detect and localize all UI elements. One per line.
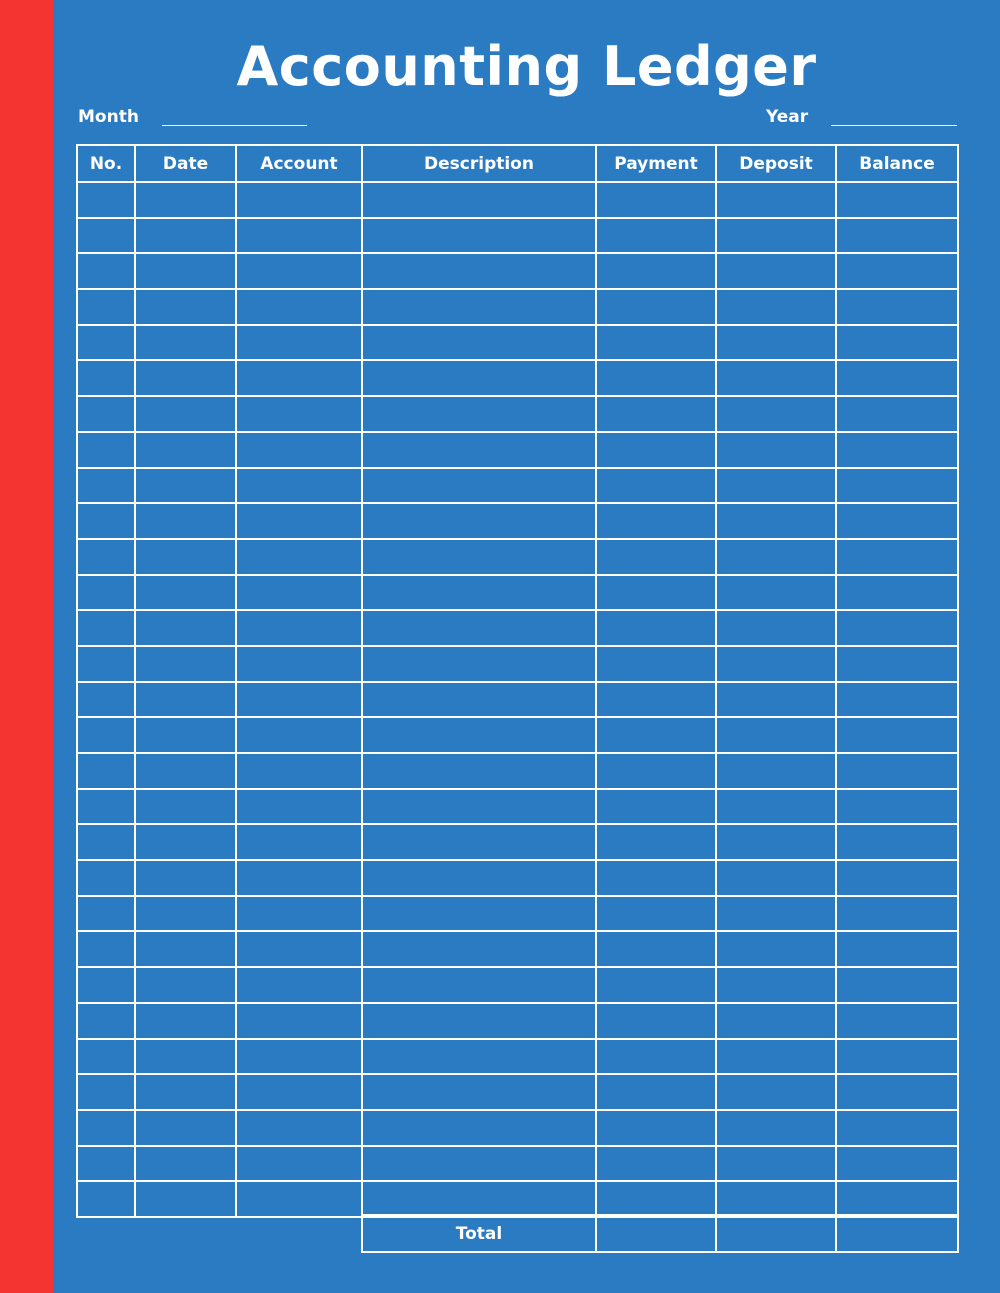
deposit-cell[interactable] [716, 931, 836, 967]
no-cell[interactable] [77, 1110, 135, 1146]
account-cell[interactable] [236, 682, 362, 718]
payment-cell[interactable] [596, 218, 716, 254]
deposit-cell[interactable] [716, 789, 836, 825]
table-row [77, 325, 958, 361]
date-cell[interactable] [135, 289, 236, 325]
payment-cell[interactable] [596, 396, 716, 432]
no-cell[interactable] [77, 860, 135, 896]
account-cell[interactable] [236, 1039, 362, 1075]
payment-cell[interactable] [596, 610, 716, 646]
balance-cell[interactable] [836, 468, 958, 504]
column-header-balance: Balance [836, 145, 958, 182]
payment-cell[interactable] [596, 468, 716, 504]
balance-cell[interactable] [836, 575, 958, 611]
table-row [77, 468, 958, 504]
payment-cell[interactable] [596, 717, 716, 753]
deposit-cell[interactable] [716, 1110, 836, 1146]
no-cell[interactable] [77, 182, 135, 218]
balance-cell[interactable] [836, 253, 958, 289]
balance-cell[interactable] [836, 1074, 958, 1110]
account-cell[interactable] [236, 432, 362, 468]
date-cell[interactable] [135, 1074, 236, 1110]
no-cell[interactable] [77, 610, 135, 646]
table-row [77, 789, 958, 825]
account-cell[interactable] [236, 931, 362, 967]
no-cell[interactable] [77, 1146, 135, 1182]
deposit-cell[interactable] [716, 218, 836, 254]
description-cell[interactable] [362, 1039, 596, 1075]
account-cell[interactable] [236, 539, 362, 575]
balance-cell[interactable] [836, 1003, 958, 1039]
account-cell[interactable] [236, 360, 362, 396]
date-cell[interactable] [135, 1039, 236, 1075]
no-cell[interactable] [77, 432, 135, 468]
balance-cell[interactable] [836, 1181, 958, 1217]
date-cell[interactable] [135, 682, 236, 718]
table-row [77, 967, 958, 1003]
deposit-cell[interactable] [716, 1181, 836, 1217]
description-cell[interactable] [362, 1074, 596, 1110]
no-cell[interactable] [77, 1003, 135, 1039]
table-row [77, 218, 958, 254]
account-cell[interactable] [236, 896, 362, 932]
balance-cell[interactable] [836, 289, 958, 325]
date-cell[interactable] [135, 967, 236, 1003]
description-cell[interactable] [362, 182, 596, 218]
deposit-cell[interactable] [716, 325, 836, 361]
payment-cell[interactable] [596, 360, 716, 396]
deposit-cell[interactable] [716, 610, 836, 646]
description-cell[interactable] [362, 1110, 596, 1146]
balance-cell[interactable] [836, 860, 958, 896]
balance-cell[interactable] [836, 753, 958, 789]
payment-cell[interactable] [596, 1003, 716, 1039]
table-row [77, 753, 958, 789]
total-row [362, 1215, 958, 1252]
account-cell[interactable] [236, 1110, 362, 1146]
page-title: Accounting Ledger [236, 35, 817, 98]
balance-cell[interactable] [836, 1146, 958, 1182]
description-cell[interactable] [362, 753, 596, 789]
payment-cell[interactable] [596, 253, 716, 289]
no-cell[interactable] [77, 468, 135, 504]
account-cell[interactable] [236, 1003, 362, 1039]
payment-cell[interactable] [596, 503, 716, 539]
date-cell[interactable] [135, 1181, 236, 1217]
table-row [77, 289, 958, 325]
balance-cell[interactable] [836, 539, 958, 575]
balance-cell[interactable] [836, 931, 958, 967]
payment-cell[interactable] [596, 575, 716, 611]
table-row [77, 360, 958, 396]
description-cell[interactable] [362, 682, 596, 718]
description-cell[interactable] [362, 896, 596, 932]
deposit-cell[interactable] [716, 646, 836, 682]
deposit-cell[interactable] [716, 753, 836, 789]
deposit-cell[interactable] [716, 896, 836, 932]
table-row [77, 646, 958, 682]
column-header-date: Date [135, 145, 236, 182]
date-cell[interactable] [135, 182, 236, 218]
table-row [77, 682, 958, 718]
deposit-cell[interactable] [716, 253, 836, 289]
account-cell[interactable] [236, 646, 362, 682]
no-cell[interactable] [77, 1074, 135, 1110]
account-cell[interactable] [236, 824, 362, 860]
balance-cell[interactable] [836, 218, 958, 254]
table-row [77, 575, 958, 611]
payment-cell[interactable] [596, 682, 716, 718]
description-cell[interactable] [362, 253, 596, 289]
date-cell[interactable] [135, 896, 236, 932]
description-cell[interactable] [362, 468, 596, 504]
account-cell[interactable] [236, 717, 362, 753]
column-header-no: No. [77, 145, 135, 182]
balance-cell[interactable] [836, 432, 958, 468]
payment-cell[interactable] [596, 1110, 716, 1146]
table-row [77, 1181, 958, 1217]
description-cell[interactable] [362, 610, 596, 646]
no-cell[interactable] [77, 682, 135, 718]
date-cell[interactable] [135, 539, 236, 575]
balance-cell[interactable] [836, 967, 958, 1003]
date-cell[interactable] [135, 218, 236, 254]
account-cell[interactable] [236, 1146, 362, 1182]
total-deposit-cell[interactable] [716, 1215, 836, 1252]
balance-cell[interactable] [836, 396, 958, 432]
deposit-cell[interactable] [716, 860, 836, 896]
account-cell[interactable] [236, 468, 362, 504]
date-cell[interactable] [135, 789, 236, 825]
no-cell[interactable] [77, 824, 135, 860]
deposit-cell[interactable] [716, 539, 836, 575]
balance-cell[interactable] [836, 360, 958, 396]
total-table [361, 1214, 959, 1253]
date-cell[interactable] [135, 325, 236, 361]
description-cell[interactable] [362, 967, 596, 1003]
date-cell[interactable] [135, 610, 236, 646]
no-cell[interactable] [77, 253, 135, 289]
date-cell[interactable] [135, 860, 236, 896]
payment-cell[interactable] [596, 860, 716, 896]
deposit-cell[interactable] [716, 360, 836, 396]
no-cell[interactable] [77, 967, 135, 1003]
balance-cell[interactable] [836, 717, 958, 753]
ledger-body [77, 182, 958, 1217]
table-row [77, 253, 958, 289]
table-row [77, 824, 958, 860]
date-cell[interactable] [135, 1146, 236, 1182]
deposit-cell[interactable] [716, 717, 836, 753]
account-cell[interactable] [236, 1181, 362, 1217]
balance-cell[interactable] [836, 1110, 958, 1146]
description-cell[interactable] [362, 289, 596, 325]
balance-cell[interactable] [836, 325, 958, 361]
payment-cell[interactable] [596, 789, 716, 825]
description-cell[interactable] [362, 1146, 596, 1182]
deposit-cell[interactable] [716, 182, 836, 218]
description-cell[interactable] [362, 325, 596, 361]
account-cell[interactable] [236, 575, 362, 611]
deposit-cell[interactable] [716, 468, 836, 504]
table-row [77, 1110, 958, 1146]
no-cell[interactable] [77, 1181, 135, 1217]
description-cell[interactable] [362, 789, 596, 825]
description-cell[interactable] [362, 824, 596, 860]
red-spine-band [0, 0, 53, 1293]
table-row [77, 610, 958, 646]
payment-cell[interactable] [596, 824, 716, 860]
payment-cell[interactable] [596, 753, 716, 789]
no-cell[interactable] [77, 717, 135, 753]
no-cell[interactable] [77, 931, 135, 967]
deposit-cell[interactable] [716, 503, 836, 539]
payment-cell[interactable] [596, 1146, 716, 1182]
deposit-cell[interactable] [716, 396, 836, 432]
balance-cell[interactable] [836, 503, 958, 539]
no-cell[interactable] [77, 753, 135, 789]
description-cell[interactable] [362, 1003, 596, 1039]
date-cell[interactable] [135, 1110, 236, 1146]
payment-cell[interactable] [596, 931, 716, 967]
account-cell[interactable] [236, 253, 362, 289]
account-cell[interactable] [236, 289, 362, 325]
no-cell[interactable] [77, 289, 135, 325]
balance-cell[interactable] [836, 182, 958, 218]
table-row [77, 896, 958, 932]
table-row [77, 1039, 958, 1075]
payment-cell[interactable] [596, 1181, 716, 1217]
description-cell[interactable] [362, 931, 596, 967]
deposit-cell[interactable] [716, 1039, 836, 1075]
deposit-cell[interactable] [716, 682, 836, 718]
column-header-deposit: Deposit [716, 145, 836, 182]
payment-cell[interactable] [596, 646, 716, 682]
no-cell[interactable] [77, 325, 135, 361]
date-cell[interactable] [135, 646, 236, 682]
no-cell[interactable] [77, 896, 135, 932]
payment-cell[interactable] [596, 967, 716, 1003]
account-cell[interactable] [236, 218, 362, 254]
table-row [77, 717, 958, 753]
balance-cell[interactable] [836, 896, 958, 932]
account-cell[interactable] [236, 396, 362, 432]
description-cell[interactable] [362, 575, 596, 611]
date-cell[interactable] [135, 432, 236, 468]
account-cell[interactable] [236, 860, 362, 896]
balance-cell[interactable] [836, 789, 958, 825]
account-cell[interactable] [236, 789, 362, 825]
description-cell[interactable] [362, 860, 596, 896]
no-cell[interactable] [77, 396, 135, 432]
date-cell[interactable] [135, 931, 236, 967]
description-cell[interactable] [362, 1181, 596, 1217]
date-cell[interactable] [135, 253, 236, 289]
deposit-cell[interactable] [716, 1003, 836, 1039]
no-cell[interactable] [77, 539, 135, 575]
column-header-account: Account [236, 145, 362, 182]
date-cell[interactable] [135, 360, 236, 396]
description-cell[interactable] [362, 218, 596, 254]
account-cell[interactable] [236, 967, 362, 1003]
account-cell[interactable] [236, 753, 362, 789]
no-cell[interactable] [77, 503, 135, 539]
table-row [77, 539, 958, 575]
date-cell[interactable] [135, 753, 236, 789]
date-cell[interactable] [135, 575, 236, 611]
table-row [77, 1146, 958, 1182]
balance-cell[interactable] [836, 610, 958, 646]
date-cell[interactable] [135, 717, 236, 753]
deposit-cell[interactable] [716, 824, 836, 860]
payment-cell[interactable] [596, 289, 716, 325]
payment-cell[interactable] [596, 1039, 716, 1075]
column-header-payment: Payment [596, 145, 716, 182]
year-label: Year [766, 107, 809, 127]
header-row [77, 145, 958, 182]
total-balance-cell[interactable] [836, 1215, 958, 1252]
column-header-description: Description [362, 145, 596, 182]
deposit-cell[interactable] [716, 289, 836, 325]
deposit-cell[interactable] [716, 1146, 836, 1182]
table-row [77, 503, 958, 539]
month-field-line [162, 125, 307, 126]
no-cell[interactable] [77, 575, 135, 611]
payment-cell[interactable] [596, 539, 716, 575]
table-row [77, 182, 958, 218]
deposit-cell[interactable] [716, 1074, 836, 1110]
total-label: Total [362, 1215, 596, 1252]
balance-cell[interactable] [836, 1039, 958, 1075]
account-cell[interactable] [236, 610, 362, 646]
deposit-cell[interactable] [716, 967, 836, 1003]
no-cell[interactable] [77, 218, 135, 254]
date-cell[interactable] [135, 503, 236, 539]
month-label: Month [78, 107, 139, 127]
payment-cell[interactable] [596, 182, 716, 218]
table-row [77, 432, 958, 468]
table-row [77, 860, 958, 896]
table-row [77, 931, 958, 967]
no-cell[interactable] [77, 360, 135, 396]
no-cell[interactable] [77, 789, 135, 825]
account-cell[interactable] [236, 503, 362, 539]
date-cell[interactable] [135, 1003, 236, 1039]
deposit-cell[interactable] [716, 575, 836, 611]
balance-cell[interactable] [836, 824, 958, 860]
payment-cell[interactable] [596, 1074, 716, 1110]
date-cell[interactable] [135, 468, 236, 504]
date-cell[interactable] [135, 824, 236, 860]
description-cell[interactable] [362, 539, 596, 575]
year-field-line [831, 125, 957, 126]
table-row [77, 1074, 958, 1110]
description-cell[interactable] [362, 646, 596, 682]
payment-cell[interactable] [596, 896, 716, 932]
description-cell[interactable] [362, 432, 596, 468]
deposit-cell[interactable] [716, 432, 836, 468]
description-cell[interactable] [362, 717, 596, 753]
payment-cell[interactable] [596, 325, 716, 361]
description-cell[interactable] [362, 503, 596, 539]
no-cell[interactable] [77, 1039, 135, 1075]
date-cell[interactable] [135, 396, 236, 432]
account-cell[interactable] [236, 182, 362, 218]
balance-cell[interactable] [836, 646, 958, 682]
payment-cell[interactable] [596, 432, 716, 468]
no-cell[interactable] [77, 646, 135, 682]
description-cell[interactable] [362, 396, 596, 432]
account-cell[interactable] [236, 325, 362, 361]
balance-cell[interactable] [836, 682, 958, 718]
ledger-table [76, 144, 959, 1218]
table-row [77, 396, 958, 432]
account-cell[interactable] [236, 1074, 362, 1110]
description-cell[interactable] [362, 360, 596, 396]
total-payment-cell[interactable] [596, 1215, 716, 1252]
table-row [77, 1003, 958, 1039]
